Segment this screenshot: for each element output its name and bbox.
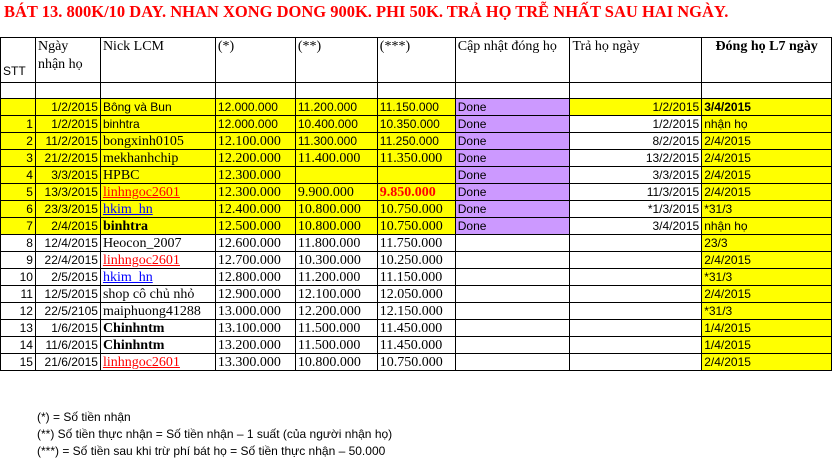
- so-tien-sau-phi-cell[interactable]: 11.450.000: [377, 320, 455, 337]
- so-tien-thuc-nhan-cell[interactable]: 11.800.000: [295, 235, 377, 252]
- blank-cell[interactable]: [1, 83, 36, 99]
- tra-ho-ngay-cell[interactable]: 3/3/2015: [570, 167, 702, 184]
- ngay-cell[interactable]: 21/6/2015: [35, 354, 100, 371]
- table-row: [1, 303, 832, 320]
- so-tien-nhan-cell[interactable]: 12.200.000: [215, 150, 295, 167]
- tra-ho-ngay-cell[interactable]: 8/2/2015: [570, 133, 702, 150]
- stt-cell[interactable]: 14: [1, 337, 36, 354]
- blank-cell[interactable]: [100, 83, 215, 99]
- so-tien-sau-phi-cell[interactable]: 11.150.000: [377, 99, 455, 116]
- so-tien-thuc-nhan-cell[interactable]: 9.900.000: [295, 184, 377, 201]
- table-row: [1, 99, 832, 116]
- stt-cell[interactable]: 3: [1, 150, 36, 167]
- so-tien-sau-phi-cell[interactable]: 10.350.000: [377, 116, 455, 133]
- nick-cell[interactable]: linhngoc2601: [100, 184, 215, 201]
- cap-nhat-cell[interactable]: [455, 252, 570, 269]
- dong-ho-cell[interactable]: 23/3: [702, 235, 832, 252]
- stt-cell[interactable]: 6: [1, 201, 36, 218]
- so-tien-thuc-nhan-cell[interactable]: 12.200.000: [295, 303, 377, 320]
- table-row: [1, 201, 832, 218]
- so-tien-sau-phi-cell[interactable]: 10.750.000: [377, 218, 455, 235]
- cap-nhat-cell[interactable]: Done: [455, 99, 570, 116]
- cap-nhat-cell[interactable]: Done: [455, 201, 570, 218]
- nick-cell[interactable]: HPBC: [100, 167, 215, 184]
- so-tien-nhan-cell[interactable]: 12.000.000: [215, 99, 295, 116]
- table-row: [1, 286, 832, 303]
- table-row: [1, 116, 832, 133]
- so-tien-nhan-cell[interactable]: 12.300.000: [215, 167, 295, 184]
- ngay-cell[interactable]: 22/4/2015: [35, 252, 100, 269]
- stt-cell[interactable]: 12: [1, 303, 36, 320]
- header-so-tien-thuc-nhan[interactable]: (**): [295, 38, 377, 83]
- ngay-cell[interactable]: 12/5/2015: [35, 286, 100, 303]
- header-ngay-nhan-ho[interactable]: Ngày nhận họ: [35, 38, 100, 83]
- header-dong-ho[interactable]: Đóng họ L7 ngày: [702, 38, 832, 83]
- cap-nhat-cell[interactable]: [455, 286, 570, 303]
- so-tien-thuc-nhan-cell[interactable]: 11.400.000: [295, 150, 377, 167]
- table-row: [1, 269, 832, 286]
- cap-nhat-cell[interactable]: Done: [455, 133, 570, 150]
- so-tien-nhan-cell[interactable]: 13.200.000: [215, 337, 295, 354]
- ngay-cell[interactable]: 3/3/2015: [35, 167, 100, 184]
- so-tien-thuc-nhan-cell[interactable]: 11.200.000: [295, 269, 377, 286]
- tra-ho-ngay-cell[interactable]: [570, 286, 702, 303]
- so-tien-nhan-cell[interactable]: 12.600.000: [215, 235, 295, 252]
- stt-cell[interactable]: 10: [1, 269, 36, 286]
- so-tien-sau-phi-cell[interactable]: 10.750.000: [377, 354, 455, 371]
- blank-cell[interactable]: [295, 83, 377, 99]
- table-row: [1, 218, 832, 235]
- so-tien-thuc-nhan-cell[interactable]: [295, 167, 377, 184]
- header-row: [1, 38, 832, 83]
- dong-ho-cell[interactable]: 3/4/2015: [702, 99, 832, 116]
- dong-ho-cell[interactable]: 1/4/2015: [702, 337, 832, 354]
- cap-nhat-cell[interactable]: Done: [455, 116, 570, 133]
- stt-cell[interactable]: 13: [1, 320, 36, 337]
- dong-ho-cell[interactable]: *31/3: [702, 201, 832, 218]
- dong-ho-cell[interactable]: 2/4/2015: [702, 354, 832, 371]
- nick-cell[interactable]: hkim_hn: [100, 201, 215, 218]
- cap-nhat-cell[interactable]: [455, 354, 570, 371]
- so-tien-thuc-nhan-cell[interactable]: 10.800.000: [295, 201, 377, 218]
- footnotes: [37, 409, 392, 460]
- ngay-cell[interactable]: 22/5/2105: [35, 303, 100, 320]
- ngay-cell[interactable]: 1/2/2015: [35, 116, 100, 133]
- so-tien-nhan-cell[interactable]: 13.300.000: [215, 354, 295, 371]
- nick-cell[interactable]: binhtra: [100, 116, 215, 133]
- dong-ho-cell[interactable]: 2/4/2015: [702, 133, 832, 150]
- so-tien-thuc-nhan-cell[interactable]: 10.300.000: [295, 252, 377, 269]
- header-so-tien-nhan[interactable]: (*): [215, 38, 295, 83]
- nick-cell[interactable]: Chinhntm: [100, 337, 215, 354]
- ngay-cell[interactable]: 21/2/2015: [35, 150, 100, 167]
- so-tien-sau-phi-cell[interactable]: 11.350.000: [377, 150, 455, 167]
- stt-cell[interactable]: 9: [1, 252, 36, 269]
- so-tien-sau-phi-cell[interactable]: 11.150.000: [377, 269, 455, 286]
- ngay-cell[interactable]: 11/6/2015: [35, 337, 100, 354]
- cap-nhat-cell[interactable]: [455, 303, 570, 320]
- tra-ho-ngay-cell[interactable]: *1/3/2015: [570, 201, 702, 218]
- header-tra-ho-ngay[interactable]: Trả họ ngày: [570, 38, 702, 83]
- table-row: [1, 320, 832, 337]
- so-tien-nhan-cell[interactable]: 12.900.000: [215, 286, 295, 303]
- nick-cell[interactable]: hkim_hn: [100, 269, 215, 286]
- tra-ho-ngay-cell[interactable]: [570, 337, 702, 354]
- header-cap-nhat[interactable]: Cập nhật đóng họ: [455, 38, 570, 83]
- so-tien-thuc-nhan-cell[interactable]: 12.100.000: [295, 286, 377, 303]
- ho-table: [0, 37, 832, 371]
- table-row: [1, 184, 832, 201]
- table-row: [1, 167, 832, 184]
- cap-nhat-cell[interactable]: Done: [455, 167, 570, 184]
- stt-cell[interactable]: 2: [1, 133, 36, 150]
- nick-cell[interactable]: linhngoc2601: [100, 354, 215, 371]
- tra-ho-ngay-cell[interactable]: 11/3/2015: [570, 184, 702, 201]
- so-tien-sau-phi-cell[interactable]: 11.750.000: [377, 235, 455, 252]
- dong-ho-cell[interactable]: nhận họ: [702, 116, 832, 133]
- ngay-cell[interactable]: 2/4/2015: [35, 218, 100, 235]
- sheet-title: BÁT 13. 800K/10 DAY. NHAN XONG DONG 900K. PHI 50K. TRẢ HỌ TRỄ NHẤT SAU HAI NGÀY.: [4, 2, 729, 21]
- tra-ho-ngay-cell[interactable]: [570, 354, 702, 371]
- so-tien-sau-phi-cell[interactable]: 9.850.000: [377, 184, 455, 201]
- tra-ho-ngay-cell[interactable]: 1/2/2015: [570, 99, 702, 116]
- cap-nhat-cell[interactable]: [455, 235, 570, 252]
- nick-cell[interactable]: shop cô chủ nhỏ: [100, 286, 215, 303]
- blank-cell[interactable]: [35, 83, 100, 99]
- ngay-cell[interactable]: 12/4/2015: [35, 235, 100, 252]
- nick-cell[interactable]: bongxinh0105: [100, 133, 215, 150]
- blank-cell[interactable]: [215, 83, 295, 99]
- so-tien-nhan-cell[interactable]: 12.300.000: [215, 184, 295, 201]
- so-tien-thuc-nhan-cell[interactable]: 10.800.000: [295, 218, 377, 235]
- so-tien-nhan-cell[interactable]: 12.500.000: [215, 218, 295, 235]
- stt-cell[interactable]: 1: [1, 116, 36, 133]
- header-so-tien-sau-phi[interactable]: (***): [377, 38, 455, 83]
- cap-nhat-cell[interactable]: [455, 337, 570, 354]
- so-tien-sau-phi-cell[interactable]: [377, 167, 455, 184]
- blank-cell[interactable]: [702, 83, 832, 99]
- table-row: [1, 354, 832, 371]
- cap-nhat-cell[interactable]: Done: [455, 218, 570, 235]
- stt-cell[interactable]: [1, 99, 36, 116]
- tra-ho-ngay-cell[interactable]: [570, 320, 702, 337]
- blank-row: [1, 83, 832, 99]
- nick-cell[interactable]: Heocon_2007: [100, 235, 215, 252]
- dong-ho-cell[interactable]: *31/3: [702, 269, 832, 286]
- dong-ho-cell[interactable]: 2/4/2015: [702, 184, 832, 201]
- nick-cell[interactable]: binhtra: [100, 218, 215, 235]
- stt-cell[interactable]: 15: [1, 354, 36, 371]
- tra-ho-ngay-cell[interactable]: [570, 252, 702, 269]
- tra-ho-ngay-cell[interactable]: 13/2/2015: [570, 150, 702, 167]
- tra-ho-ngay-cell[interactable]: [570, 303, 702, 320]
- ngay-cell[interactable]: 1/6/2015: [35, 320, 100, 337]
- dong-ho-cell[interactable]: *31/3: [702, 303, 832, 320]
- tra-ho-ngay-cell[interactable]: [570, 235, 702, 252]
- table-row: [1, 252, 832, 269]
- so-tien-nhan-cell[interactable]: 13.000.000: [215, 303, 295, 320]
- so-tien-nhan-cell[interactable]: 12.000.000: [215, 116, 295, 133]
- so-tien-thuc-nhan-cell[interactable]: 11.500.000: [295, 320, 377, 337]
- so-tien-sau-phi-cell[interactable]: 12.050.000: [377, 286, 455, 303]
- table-row: [1, 150, 832, 167]
- header-stt[interactable]: STT: [1, 38, 36, 83]
- nick-cell[interactable]: Bông và Bun: [100, 99, 215, 116]
- cap-nhat-cell[interactable]: [455, 320, 570, 337]
- cap-nhat-cell[interactable]: [455, 269, 570, 286]
- ngay-cell[interactable]: 11/2/2015: [35, 133, 100, 150]
- ngay-cell[interactable]: 23/3/2015: [35, 201, 100, 218]
- dong-ho-cell[interactable]: 2/4/2015: [702, 167, 832, 184]
- nick-cell[interactable]: mekhanhchip: [100, 150, 215, 167]
- nick-cell[interactable]: maiphuong41288: [100, 303, 215, 320]
- note-2: (**) Số tiền thực nhận = Số tiền nhận – 1 suất (của người nhận họ): [37, 427, 393, 441]
- nick-cell[interactable]: linhngoc2601: [100, 252, 215, 269]
- ngay-cell[interactable]: 2/5/2015: [35, 269, 100, 286]
- so-tien-sau-phi-cell[interactable]: 10.250.000: [377, 252, 455, 269]
- so-tien-sau-phi-cell[interactable]: 11.250.000: [377, 133, 455, 150]
- tra-ho-ngay-cell[interactable]: 3/4/2015: [570, 218, 702, 235]
- so-tien-thuc-nhan-cell[interactable]: 11.200.000: [295, 99, 377, 116]
- note-1: (*) = Số tiền nhận: [37, 410, 131, 424]
- tra-ho-ngay-cell[interactable]: 1/2/2015: [570, 116, 702, 133]
- blank-cell[interactable]: [377, 83, 455, 99]
- dong-ho-cell[interactable]: 2/4/2015: [702, 150, 832, 167]
- so-tien-thuc-nhan-cell[interactable]: 11.300.000: [295, 133, 377, 150]
- table-row: [1, 235, 832, 252]
- dong-ho-cell[interactable]: nhận họ: [702, 218, 832, 235]
- so-tien-nhan-cell[interactable]: 13.100.000: [215, 320, 295, 337]
- dong-ho-cell[interactable]: 2/4/2015: [702, 252, 832, 269]
- stt-cell[interactable]: 4: [1, 167, 36, 184]
- ngay-cell[interactable]: 13/3/2015: [35, 184, 100, 201]
- cap-nhat-cell[interactable]: Done: [455, 184, 570, 201]
- header-nick[interactable]: Nick LCM: [100, 38, 215, 83]
- stt-cell[interactable]: 11: [1, 286, 36, 303]
- blank-cell[interactable]: [570, 83, 702, 99]
- stt-cell[interactable]: 5: [1, 184, 36, 201]
- so-tien-nhan-cell[interactable]: 12.800.000: [215, 269, 295, 286]
- so-tien-nhan-cell[interactable]: 12.100.000: [215, 133, 295, 150]
- so-tien-sau-phi-cell[interactable]: 10.750.000: [377, 201, 455, 218]
- dong-ho-cell[interactable]: 1/4/2015: [702, 320, 832, 337]
- cap-nhat-cell[interactable]: Done: [455, 150, 570, 167]
- stt-cell[interactable]: 7: [1, 218, 36, 235]
- table-row: [1, 133, 832, 150]
- so-tien-sau-phi-cell[interactable]: 12.150.000: [377, 303, 455, 320]
- table-row: [1, 337, 832, 354]
- dong-ho-cell[interactable]: 2/4/2015: [702, 286, 832, 303]
- so-tien-thuc-nhan-cell[interactable]: 10.400.000: [295, 116, 377, 133]
- ngay-cell[interactable]: 1/2/2015: [35, 99, 100, 116]
- tra-ho-ngay-cell[interactable]: [570, 269, 702, 286]
- stt-cell[interactable]: 8: [1, 235, 36, 252]
- nick-cell[interactable]: Chinhntm: [100, 320, 215, 337]
- so-tien-nhan-cell[interactable]: 12.400.000: [215, 201, 295, 218]
- so-tien-thuc-nhan-cell[interactable]: 10.800.000: [295, 354, 377, 371]
- so-tien-sau-phi-cell[interactable]: 11.450.000: [377, 337, 455, 354]
- so-tien-thuc-nhan-cell[interactable]: 11.500.000: [295, 337, 377, 354]
- blank-cell[interactable]: [455, 83, 570, 99]
- so-tien-nhan-cell[interactable]: 12.700.000: [215, 252, 295, 269]
- note-3: (***) = Số tiền sau khi trừ phí bát họ = Số tiền thực nhận – 50.000: [37, 444, 386, 458]
